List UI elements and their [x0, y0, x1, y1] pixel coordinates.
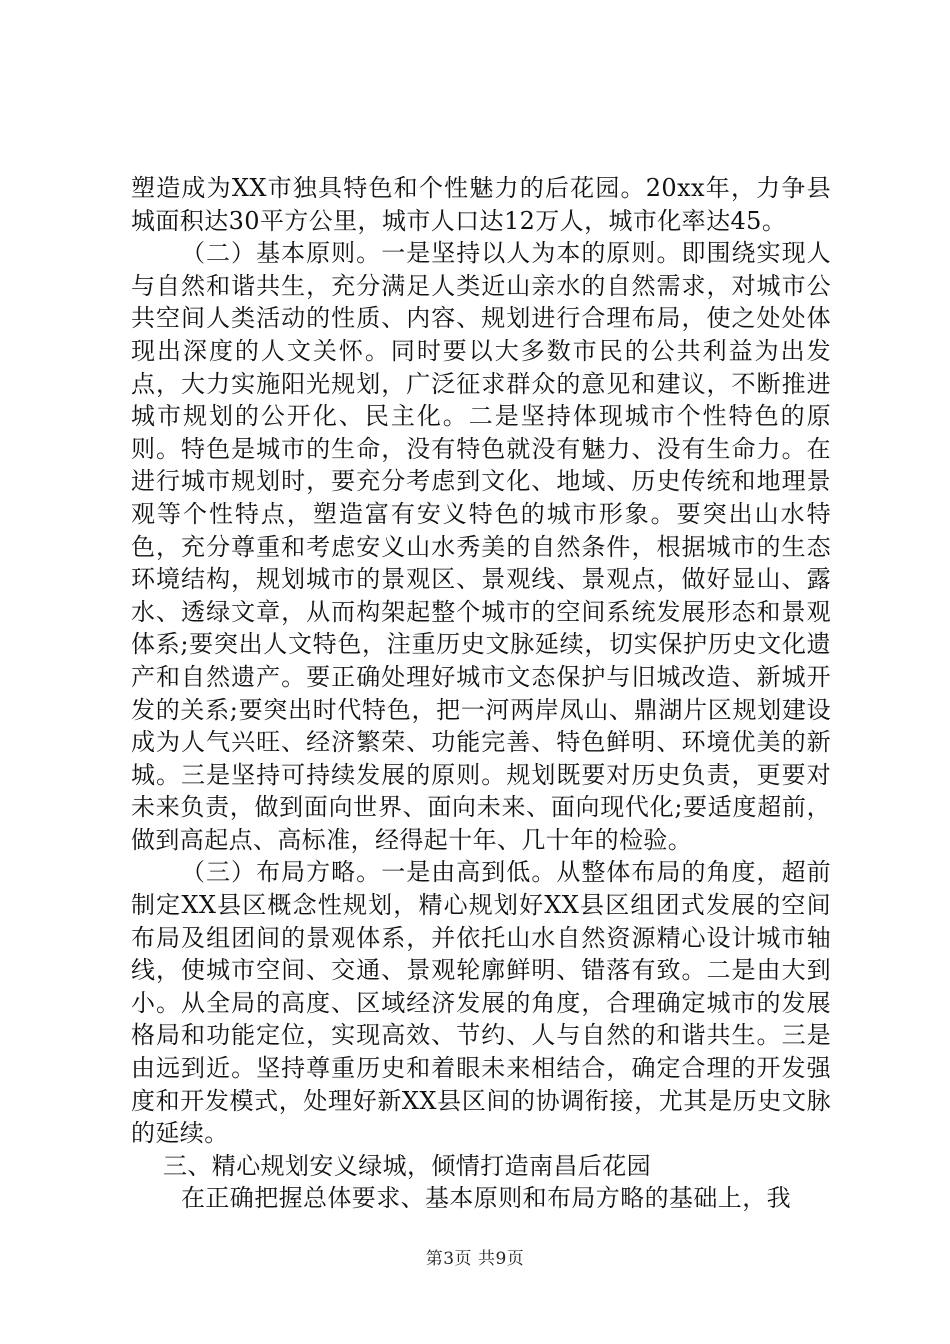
section-heading: 三、精心规划安义绿城，倾情打造南昌后花园 — [163, 1151, 651, 1180]
paragraph-layout-strategy: （三）布局方略。一是由高到低。从整体布局的角度，超前制定XX县区概念性规划，精心规划好XX县区组团式发展的空间布局及组团间的景观体系，并依托山水自然资源精心设计城市轴线，使城市空间、交通、景观轮廓鲜明、错落有致。二是由大到小。从全局的高度、区域经济发展的角度，合理确定城市的发展格局和功能定位，实现高效、节约、人与自然的和谐共生。三是由远到近。坚持尊重历史和着眼未来相结合，确定合理的开发强度和开发模式，处理好新XX县区间的协调衔接，尤其是历史文脉的延续。 — [131, 858, 831, 1148]
paragraph-intro: 在正确把握总体要求、基本原则和布局方略的基础上，我 — [181, 1184, 791, 1213]
page-footer: 第3页 共9页 — [425, 1249, 525, 1269]
document-body — [131, 172, 831, 1215]
paragraph-continuation: 塑造成为XX市独具特色和个性魅力的后花园。20xx年，力争县城面积达30平方公里，城市人口达12万人，城市化率达45。 — [131, 174, 831, 235]
paragraph-basic-principles: （二）基本原则。一是坚持以人为本的原则。即围绕实现人与自然和谐共生，充分满足人类近山亲水的自然需求，对城市公共空间人类活动的性质、内容、规划进行合理布局，使之处处体现出深度的人文关怀。同时要以大多数市民的公共利益为出发点，大力实施阳光规划，广泛征求群众的意见和建议，不断推进城市规划的公开化、民主化。二是坚持体现城市个性特色的原则。特色是城市的生命，没有特色就没有魅力、没有生命力。在进行城市规划时，要充分考虑到文化、地域、历史传统和地理景观等个性特点，塑造富有安义特色的城市形象。要突出山水特色，充分尊重和考虑安义山水秀美的自然条件，根据城市的生态环境结构，规划城市的景观区、景观线、景观点，做好显山、露水、透绿文章，从而构架起整个城市的空间系统发展形态和景观体系;要突出人文特色，注重历史文脉延续，切实保护历史文化遗产和自然遗产。要正确处理好城市文态保护与旧城改造、新城开发的关系;要突出时代特色，把一河两岸凤山、鼎湖片区规划建设成为人气兴旺、经济繁荣、功能完善、特色鲜明、环境优美的新城。三是坚持可持续发展的原则。规划既要对历史负责，更要对未来负责，做到面向世界、面向未来、面向现代化;要适度超前，做到高起点、高标准，经得起十年、几十年的检验。 — [131, 239, 831, 854]
